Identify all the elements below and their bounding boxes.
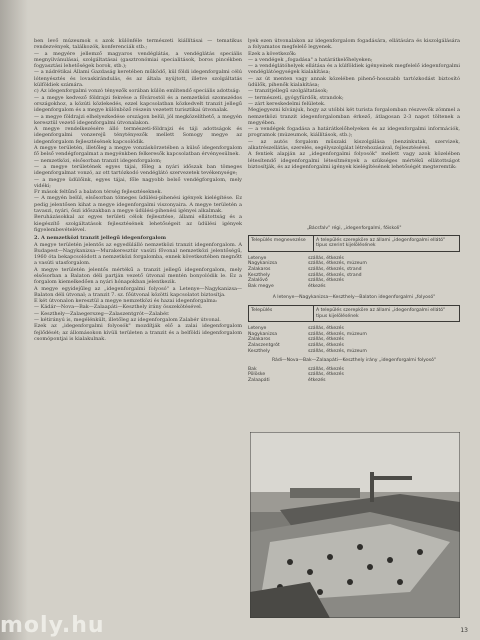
left-paragraph: A megye területén jelentős az egyedülálló nemzetközi tranzit idegenforgalom. A Budapest—Nagykanizsa—Murakeresztúr vasúti fővonal nemzetközi jelentőségű, 1960 óta bekapcsolódott a nemzetközi forgalomba, ennek következtében megnőtt a vasúti utasforgalom. [34,241,242,267]
left-paragraph: A megye rendelkezésére álló természeti-földrajzi és táji adottságok és idegenforgalmi vonzerejű ténytényezők mellett Somogy megye az idegenforgalom fejlesztésének kapcsolódik. [34,126,242,145]
row-role: szállás, étkezés, múzeum [308,331,367,337]
right-paragraph: — tranzitjellegű szolgáltatások; [248,88,328,95]
figure-caption-2: Rádi—Nova—Bak—Zalaapáti—Keszthely irány „idegenforgalmi folyosó" [271,358,437,364]
row-place: Bak [248,366,257,372]
row-place: Bak megye [248,283,274,289]
table-row [248,284,460,290]
left-paragraph: Ezek az „idegenforgalmi folyosók" mozdítják elő a zalai idegenforgalom fejlődését; az állomásokon kívüli területen a tranzit és a belföldi idegenforgalom csomópontjai is kialakulnak. [34,323,242,342]
table-body [248,256,460,290]
table-body-3 [248,367,460,384]
row-role: szállás, étkezés [308,326,344,332]
subheader-place: Település [249,306,314,321]
left-paragraph: — A megyén belül, elsősorban tömeges üdülési-pihenési igények kielégítése. Ez pedig jelentősen kihat a megye idegenforgalmi viszonyaira. A megye területén a tavaszi, nyári, őszi időszakban a megye üdülési-pihenési igényei alkalmak. [34,195,242,215]
left-text-column [34,38,242,342]
row-place: Zalakaros [248,337,271,343]
left-paragraph: c) Az idegenforgalmi vonzó tényezők sorában külön említendő speciális adottság: [34,88,241,95]
left-paragraph: — a megyére jellemző magyaros vendéglátás, a vendéglátás speciális megnyilvánulásai, szolgáltatásai (gasztronómiai specialitások, boros pincékben fogyasztási lehetőségek borok, stb.); [34,50,242,70]
row-role: szállás, étkezés [308,255,344,261]
row-place: Zalaapáti [248,377,270,383]
row-place: Zalalövő [248,278,268,284]
right-paragraph: — az út menten vagy annak közelében pihenő-hosszabb tartózkodást biztosító üdülők, pihenők kialakítása; [248,75,460,89]
left-paragraph: A megye területén, illetőleg a megye vonzáskörzetében a külső idegenforgalom fő belső vendégforgalmat a megyénkben felkeresők kapcsolatban érvényesülnek. [34,145,242,158]
row-role: szállás, étkezés [308,337,344,343]
left-paragraph: — nemzetközi, elsősorban tranzit idegenforgalom; [34,157,162,164]
row-role: étkezés [308,377,326,383]
table-row [248,378,460,384]
left-paragraph: Fr mások feltűnő a balaton térség fejlesztéseknek. [34,189,163,196]
row-role: szállás, étkezés [308,278,344,284]
gutter-shadow [0,0,28,640]
left-paragraph: — a megye területének egyes tájai, főleg a nyári időszak ban tömeges idegenforgalmat vonzó, az ott tartózkodó vendéglátó szervezetek tevékenysége; [34,163,242,177]
right-paragraph: — az autós forgalom műszaki kiszolgálása (benzinkutak, szervizek, alkatrészellátás, szerelés, segélyszolgálat létrehozásával, fejlesztésével. [248,138,460,152]
right-text-column [248,38,460,170]
row-place: Pölöske [248,372,266,378]
photo-illustration [250,432,460,618]
left-paragraph: 2. A nemzetközi tranzit jellegű idegenforgalom [34,235,167,242]
left-paragraph: — Kádár—Nova—Bak—Zalaapáti—Keszthely irány összekötésével. [34,304,203,311]
table-body-2 [248,326,460,354]
header-place: Település megnevezése [249,236,314,251]
row-role: szállás, étkezés, múzeum [308,348,367,354]
row-place: Keszthely [248,272,270,278]
row-place: Letenye [248,326,267,332]
figure-table [248,226,460,383]
row-place: Zalakaros [248,266,271,272]
right-paragraph: Ezek a következők: [248,50,297,57]
left-paragraph: A megye egyidejűleg az „idegenforgalmi folyosó" a Letenye—Nagykanizsa—Balaton déli útvonal; a tranzit 7. sz. főútvonal közötti kapcsolatot biztosítja. [34,285,242,298]
row-role: szállás, étkezés [308,372,344,378]
table-subheader [248,305,460,322]
row-role: szállás, étkezés, strand [308,266,362,272]
row-place: Zalaszentgrót [248,342,280,348]
left-paragraph: — a megye földrajzi elhelyezkedése országon belül, jól megközelíthető, a megyén keresztül vezető idegenforgalmi útvonalakon. [34,113,242,126]
row-role: étkezés [308,283,326,289]
left-paragraph: — Keszthely—Zalaegerszeg—Zalaszentgrót—Zalabér. [34,310,170,317]
header-role: A település szerepköre az állami „idegenforgalmi ellátó" típus szerint kijelölésének [316,237,446,249]
left-paragraph: — kétirányú is, megélénkült, illetőleg az idegenforgalom Zalabér útvonal. [34,317,221,324]
right-paragraph: — a vendéglátóhelyek ellátása és a külföldiek igényeinek megfelelő idegenforgalmi vendéglátóegységek kialakítása; [248,63,460,76]
right-paragraph: — zárt kereskedelmi felületek. [248,100,326,107]
right-paragraph: lyek ezen útvonalakon az idegenforgalom fogadására, ellátására és kiszolgálására a folyamatos megfelelő legyenek. [248,38,460,51]
row-role: szállás, étkezés, múzeum [308,261,367,267]
left-paragraph: Beruházásokkal az egyes területi célok fejlesztése, állami ellátottság és a kiegészítő szolgáltatások fejlesztésének lehetőségeit az üdülési igények figyelembevételével. [34,214,242,233]
right-paragraph: Megjegyezni kívánjuk, hogy az utóbbi két turista forgalomban részvevők zömmel a nemzetközi tranzit idegenforgalomban érkező, átlagosan 2-3 napot töltenek a megyében. [248,107,460,126]
figure-caption: A letenye—Nagykanizsa—Keszthely—Balaton idegenforgalmi „folyosó" [272,295,436,301]
left-paragraph: E két útvonalon keresztül a megye nemzetközi és hazai idegenforgalma: [34,298,218,305]
row-place: Nagykanizsa [248,331,278,337]
page-number: 13 [460,627,468,634]
left-paragraph: A megye területén jelentős mértékű a tranzit jellegű idegenforgalom, mely elsősorban a Balaton déli partján vezető útvonal mentén bonyolódik le. Ez a forgalom kiemelkedően a nyári hónapokban jelentkezik. [34,266,242,286]
row-role: szállás, étkezés [308,366,344,372]
row-place: Keszthely [248,348,270,354]
row-place: Letenye [248,255,267,261]
right-paragraph: A fentiek alapján az „idegenforgalmi folyosók" mellett vagy azok közelében létesítendő idegenforgalmi létesítmények a szükséges mértékű ellátottságot biztosítják, és az idegenforgalmi igények kielégítésének lehetőségét megteremtik: [248,151,460,170]
right-paragraph: — természeti, gyógyfürdők, strandok; [248,94,344,101]
row-role: szállás, étkezés, strand [308,272,362,278]
right-paragraph: — a vendégek „fogadása" a határátkelőhelyeken; [248,56,373,63]
left-paragraph: — a megye kedvező földrajzi fekvése a fővárostól és a nemzetközi szomszédos országokhoz, a közúti közlekedés, ezzel kapcsolatban közkedvelt tranzit jellegű idegenforgalom és a megye különböző részein vezetett turisztikai útvonalak. [34,94,242,114]
left-paragraph: ben levő múzeumok s azok különféle természeti kiállításai — tematikus rendezvények, találkozók, konferenciák stb.; [34,38,242,51]
subheader-role: A település szerepköre az állami „idegenforgalmi ellátó" típus kijelölésének [316,307,446,319]
right-paragraph: — a vendégek fogadása a határátkelőhelyeken és az idegenforgalmi információk, programok (múzeumok, kiállítások, stb.); [248,126,460,139]
table-header [248,235,460,252]
swimming-pool-photo [250,432,460,618]
table-row [248,349,460,355]
figure-title: „Bácsfalv" régi, „idegenforgalmi, főiskoli" [306,226,402,231]
watermark: moly.hu [0,613,105,638]
row-role: szállás, étkezés [308,342,344,348]
row-place: Nagykanizsa [248,261,278,267]
left-paragraph: — a megye üdülőink, egyes tájai, főle nagyobb belső vendégforgalom, mely vidéki; [34,176,242,189]
left-paragraph: — a nádrétikai Állami Gazdaság keretében működő, kül földi idegenforgalmi célú lótenyésztés és lovaskirándulás, és az általa nyújtott, illetve szolgáltatás külföldiek számára. [34,69,242,89]
